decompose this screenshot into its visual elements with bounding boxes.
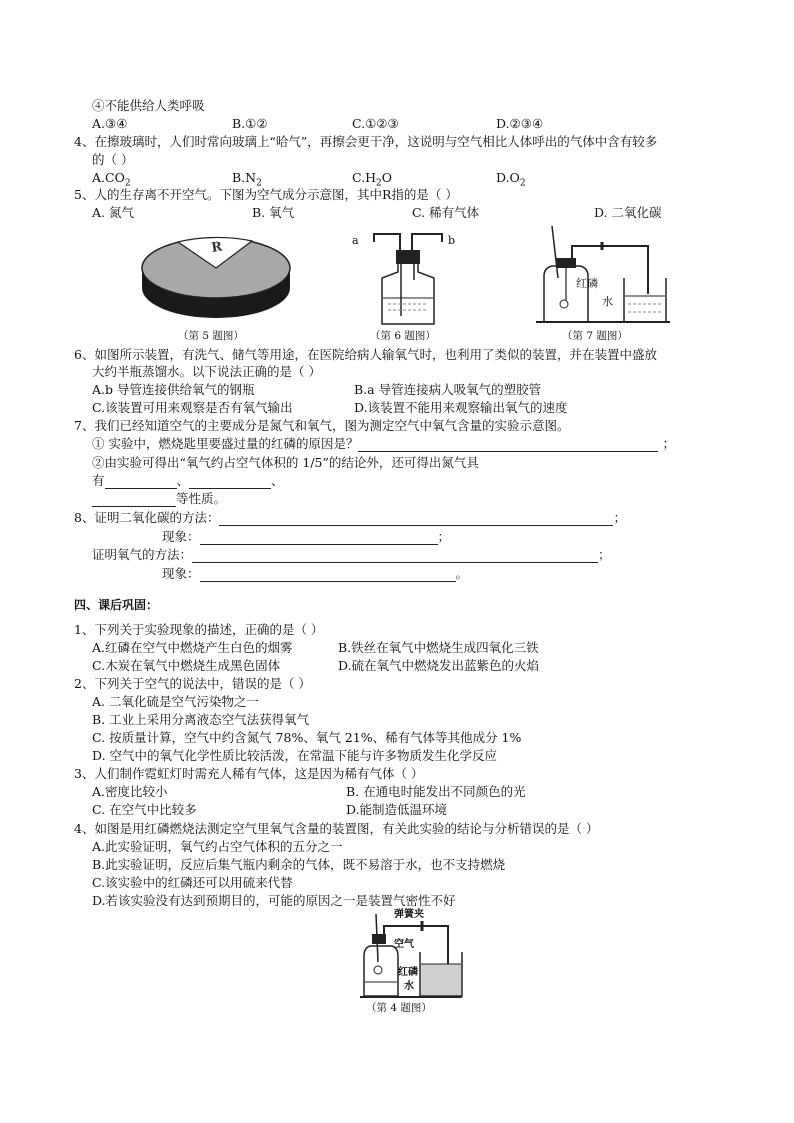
q6-option-c: C.该装置可用来观察是否有氧气输出 [92, 400, 293, 415]
h4-option-b: B.此实验证明，反应后集气瓶内剩余的气体，既不易溶于水，也不支持燃烧 [92, 857, 506, 872]
section-4-title: 四、课后巩固： [74, 598, 159, 612]
spring-clip-label: 弹簧夹 [394, 909, 424, 920]
q6-option-d: D.该装置不能用来观察输出氧气的速度 [354, 400, 568, 415]
q4-option-d: $D.O_2$ [496, 170, 526, 189]
q7-stem: 7、我们已经知道空气的主要成分是氮气和氧气，图为测定空气中氧气含量的实验示意图。 [74, 418, 570, 433]
figure-5-caption: （第 5 题图） [178, 330, 244, 342]
h4-stem: 4、如图是用红磷燃烧法测定空气里氧气含量的装置图，有关此实验的结论与分析错误的是（ ） [74, 821, 599, 836]
h1-option-c: C.木炭在氧气中燃烧生成黑色固体 [92, 658, 281, 673]
h2-option-d: D. 空气中的氧气化学性质比较活泼，在常温下能与许多物质发生化学反应 [92, 748, 498, 763]
water-label: 水 [602, 295, 613, 308]
q8-co2-phenomenon-line: 现象： ； [162, 529, 451, 544]
h1-option-b: B.铁丝在氧气中燃烧生成四氧化三铁 [338, 640, 539, 655]
water-label-2: 水 [404, 981, 414, 992]
q7-blank-2[interactable] [105, 475, 177, 489]
top-option-c: C.①②③ [352, 116, 399, 131]
item-4-statement: ④不能供给人类呼吸 [92, 98, 205, 113]
q5-option-c: C. 稀有气体 [412, 205, 480, 220]
figure-7-caption: （第 7 题图） [562, 330, 628, 342]
h1-option-a: A.红磷在空气中燃烧产生白色的烟雾 [92, 640, 293, 655]
q8-o2-line: 证明氧气的方法： ； [92, 547, 611, 562]
air-label: 空气 [394, 939, 414, 950]
q7-tail-line: 等性质。 [92, 491, 226, 507]
tube-a-label: a [352, 234, 359, 247]
q4-stem-line1: 4、在擦玻璃时，人们时常向玻璃上“哈气”，再擦会更干净，这说明与空气相比人体呼出的气体中含有较多 [74, 134, 658, 149]
gas-washing-bottle-figure [368, 228, 448, 328]
h2-option-c: C. 按质量计算，空气中约含氮气 78%、氧气 21%、稀有气体等其他成分 1% [92, 730, 522, 745]
q5-option-a: A. 氮气 [92, 205, 134, 220]
q5-stem: 5、人的生存离不开空气。下图为空气成分示意图，其中R指的是（ ） [74, 187, 458, 202]
q8-co2-phenomenon-blank[interactable] [200, 531, 438, 545]
h4-option-c: C.该实验中的红磷还可以用硫来代替 [92, 875, 293, 890]
top-option-a: A.③④ [92, 116, 128, 131]
q5-option-d: D. 二氧化碳 [594, 205, 662, 220]
h2-stem: 2、下列关于空气的说法中，错误的是（ ） [74, 676, 311, 691]
q8-o2-phenomenon-blank[interactable] [200, 568, 456, 582]
figure-6-caption: （第 6 题图） [370, 330, 436, 342]
h3-stem: 3、人们制作霓虹灯时需充人稀有气体，这是因为稀有气体（ ） [74, 766, 424, 781]
tube-b-label: b [448, 234, 456, 247]
h3-option-c: C. 在空气中比较多 [92, 802, 197, 817]
h2-option-a: A. 二氧化硫是空气污染物之一 [92, 694, 259, 709]
q7-blank-1[interactable] [358, 438, 658, 452]
q6-option-a: A.b 导管连接供给氧气的钢瓶 [92, 382, 255, 397]
air-composition-pie-figure [136, 226, 296, 318]
h3-option-d: D.能制造低温环境 [346, 802, 448, 817]
red-phosphorus-label-2: 红磷 [398, 967, 418, 978]
figure-4-caption: （第 4 题图） [366, 1002, 432, 1014]
top-option-b: B.①② [232, 116, 268, 131]
q8-co2-line: 8、证明二氧化碳的方法： ； [74, 510, 626, 525]
h3-option-a: A.密度比较小 [92, 784, 168, 799]
q4-option-b: $B.N_2$ [232, 170, 262, 189]
q7-blanks-line: 有 、 、 [92, 473, 284, 488]
red-phosphorus-label: 红磷 [576, 277, 598, 290]
q5-option-b: B. 氧气 [252, 205, 295, 220]
top-option-d: D.②③④ [496, 116, 544, 131]
pie-label-r: R [210, 239, 224, 256]
q7-blank-3[interactable] [189, 475, 271, 489]
h4-option-a: A.此实验证明，氧气约占空气体积的五分之一 [92, 839, 343, 854]
q7-sub2: ②由实验可得出“氧气约占空气体积的 1/5”的结论外，还可得出氮气具 [92, 455, 479, 470]
q4-option-a: $A.CO_2$ [92, 170, 131, 189]
q8-o2-phenomenon-line: 现象： 。 [162, 566, 469, 581]
q8-o2-method-blank[interactable] [192, 549, 598, 563]
h3-option-b: B. 在通电时能发出不同颜色的光 [346, 784, 526, 799]
h1-option-d: D.硫在氧气中燃烧发出蓝紫色的火焰 [338, 658, 540, 673]
q6-option-b: B.a 导管连接病人吸氧气的塑胶管 [354, 382, 542, 397]
h2-option-b: B. 工业上采用分离液态空气法获得氧气 [92, 712, 310, 727]
h4-option-d: D.若该实验没有达到预期目的，可能的原因之一是装置气密性不好 [92, 893, 456, 908]
q4-stem-line2: 的（ ） [92, 152, 134, 167]
q6-stem-line2: 大约半瓶蒸馏水。以下说法正确的是（ ） [92, 364, 321, 379]
h1-stem: 1、下列关于实验现象的描述，正确的是（ ） [74, 622, 324, 637]
q7-blank-4[interactable] [92, 493, 176, 507]
q4-option-c: $C.H_2O$ [352, 170, 392, 189]
q7-sub1: ① 实验中，燃烧匙里要盛过量的红磷的原因是？ ； [92, 436, 675, 451]
q8-co2-method-blank[interactable] [219, 512, 613, 526]
q6-stem-line1: 6、如图所示装置，有洗气、储气等用途，在医院给病人输氧气时，也利用了类似的装置，并在装置中盛放 [74, 347, 657, 362]
